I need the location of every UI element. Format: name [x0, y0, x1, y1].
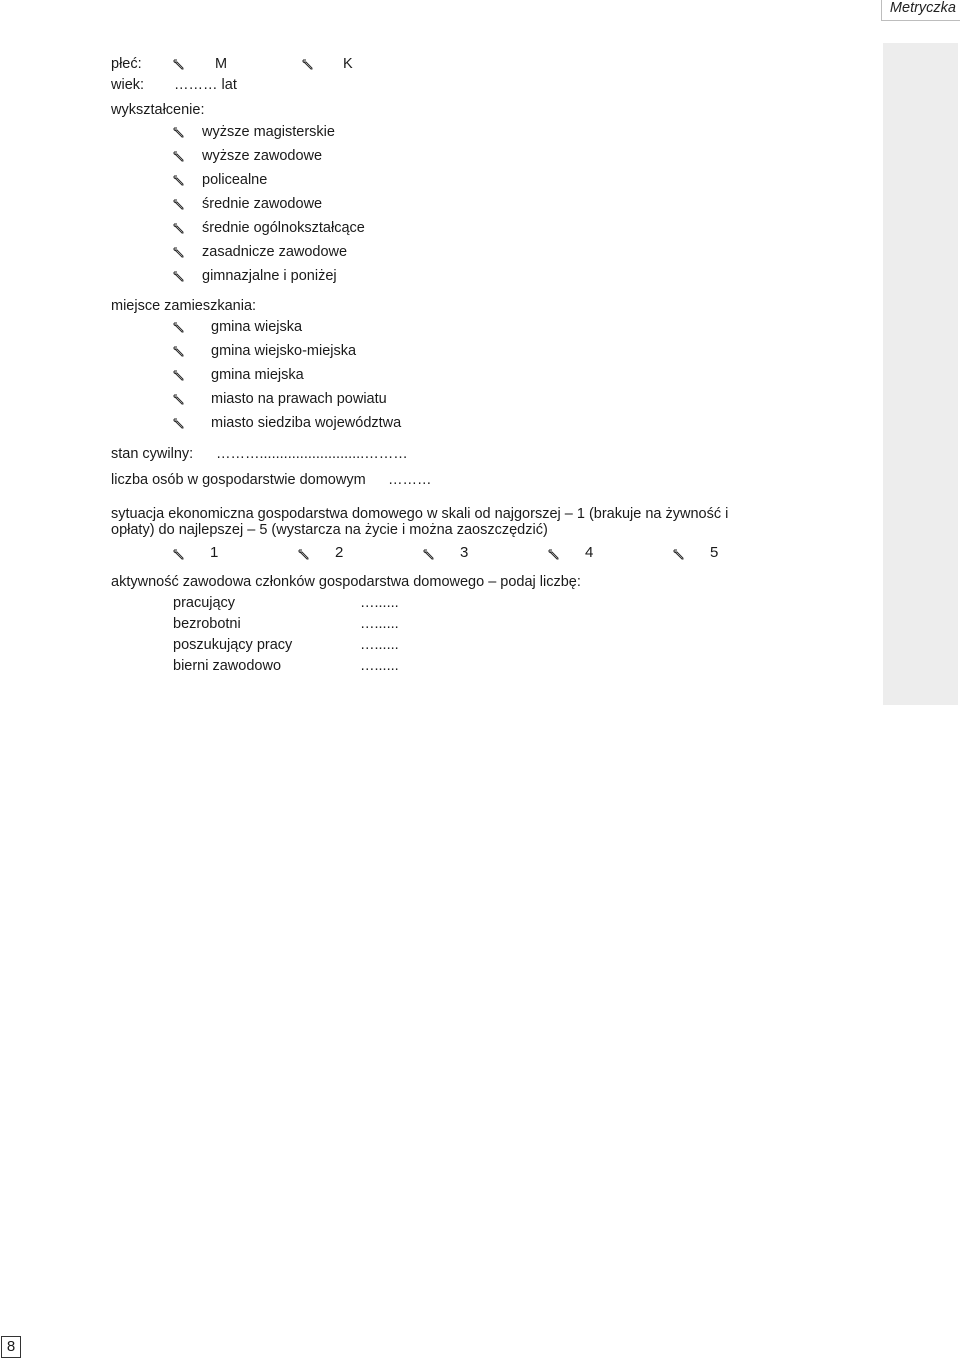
residence-option-label: gmina wiejska: [211, 319, 303, 335]
scale-value: 2: [335, 544, 344, 561]
education-checkbox[interactable]: [173, 127, 184, 138]
age-label: wiek:: [111, 77, 145, 93]
marital-status-blank[interactable]: ………..........................………: [216, 446, 408, 462]
education-checkbox[interactable]: [173, 271, 184, 282]
employment-question: aktywność zawodowa członków gospodarstwa domowego – podaj liczbę:: [111, 574, 581, 590]
education-option-label: średnie ogólnokształcące: [202, 220, 365, 236]
scale-checkbox[interactable]: [548, 549, 559, 560]
page-number: 8: [1, 1336, 21, 1358]
residence-label: miejsce zamieszkania:: [111, 298, 257, 314]
scale-value: 1: [210, 544, 219, 561]
scale-checkbox[interactable]: [673, 549, 684, 560]
employment-item-blank[interactable]: …......: [360, 595, 399, 611]
education-checkbox[interactable]: [173, 223, 184, 234]
employment-item-blank[interactable]: …......: [360, 658, 399, 674]
scale-value: 4: [585, 544, 594, 561]
employment-item-label: poszukujący pracy: [173, 637, 293, 653]
employment-item-blank[interactable]: …......: [360, 616, 399, 632]
residence-option-label: gmina wiejsko-miejska: [211, 343, 357, 359]
section-title-tab: Metryczka: [881, 0, 960, 21]
scale-checkbox[interactable]: [423, 549, 434, 560]
employment-item-blank[interactable]: …......: [360, 637, 399, 653]
residence-checkbox[interactable]: [173, 322, 184, 333]
residence-checkbox[interactable]: [173, 370, 184, 381]
household-size-blank[interactable]: ………: [388, 472, 432, 488]
gender-checkbox-m[interactable]: [173, 59, 184, 70]
education-option-label: policealne: [202, 172, 268, 188]
residence-option-label: miasto siedziba województwa: [211, 415, 402, 431]
education-checkbox[interactable]: [173, 199, 184, 210]
education-option-label: zasadnicze zawodowe: [202, 244, 348, 260]
gender-option-k: K: [343, 56, 353, 72]
scale-value: 5: [710, 544, 719, 561]
residence-checkbox[interactable]: [173, 394, 184, 405]
scale-value: 3: [460, 544, 469, 561]
gender-label: płeć:: [111, 56, 142, 72]
age-blank[interactable]: ……… lat: [174, 77, 237, 93]
education-checkbox[interactable]: [173, 175, 184, 186]
employment-item-label: pracujący: [173, 595, 236, 611]
side-panel: [883, 43, 958, 705]
gender-checkbox-k[interactable]: [302, 59, 313, 70]
education-checkbox[interactable]: [173, 247, 184, 258]
education-checkbox[interactable]: [173, 151, 184, 162]
household-size-label: liczba osób w gospodarstwie domowym: [111, 472, 366, 488]
education-option-label: średnie zawodowe: [202, 196, 323, 212]
employment-item-label: bierni zawodowo: [173, 658, 282, 674]
scale-checkbox[interactable]: [298, 549, 309, 560]
gender-option-m: M: [215, 56, 228, 72]
residence-checkbox[interactable]: [173, 418, 184, 429]
economic-situation-question-line1: sytuacja ekonomiczna gospodarstwa domowego w skali od najgorszej – 1 (brakuje na żywność i: [111, 506, 729, 522]
residence-checkbox[interactable]: [173, 346, 184, 357]
education-option-label: gimnazjalne i poniżej: [202, 268, 337, 284]
education-option-label: wyższe magisterskie: [202, 124, 335, 140]
residence-option-label: miasto na prawach powiatu: [211, 391, 387, 407]
marital-status-label: stan cywilny:: [111, 446, 194, 462]
scale-checkbox[interactable]: [173, 549, 184, 560]
residence-option-label: gmina miejska: [211, 367, 304, 383]
economic-situation-question-line2: opłaty) do najlepszej – 5 (wystarcza na życie i można zaoszczędzić): [111, 522, 548, 538]
education-option-label: wyższe zawodowe: [202, 148, 323, 164]
employment-item-label: bezrobotni: [173, 616, 241, 632]
education-label: wykształcenie:: [111, 102, 205, 118]
